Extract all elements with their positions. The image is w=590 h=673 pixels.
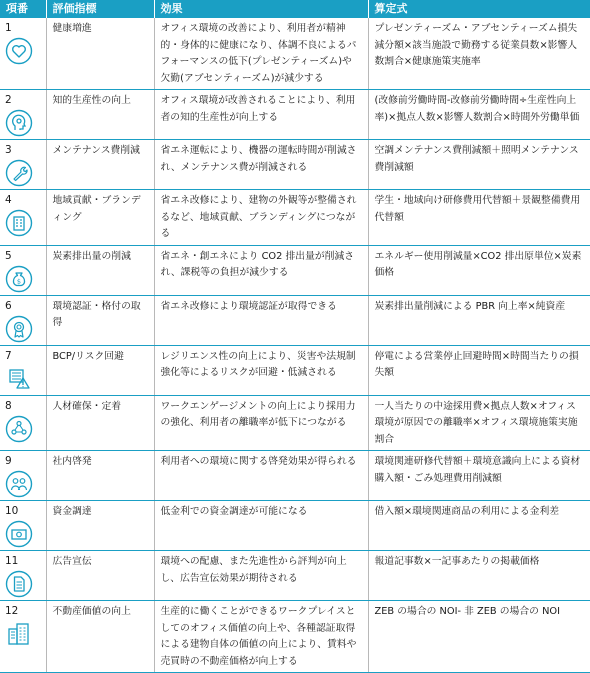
indicator-cell: 炭素排出量の削減 [46, 245, 154, 295]
banknote-icon [5, 520, 33, 548]
row-number: 9 [5, 455, 12, 467]
row-number: 3 [5, 144, 12, 156]
row-number-cell [0, 345, 46, 395]
table-row [0, 18, 590, 90]
formula-cell: ZEB の場合の NOI- 非 ZEB の場合の NOI [368, 601, 590, 673]
row-number: 4 [5, 194, 12, 206]
indicator-cell: 環境認証・格付の取得 [46, 295, 154, 345]
indicator-cell: 社内啓発 [46, 451, 154, 501]
header-formula: 算定式 [368, 0, 590, 18]
table-row [0, 501, 590, 551]
row-number-cell [0, 551, 46, 601]
people-talk-icon [5, 470, 33, 498]
table-row [0, 395, 590, 451]
effect-cell: オフィス環境の改善により、利用者が精神的・身体的に健康になり、体調不良によるパフォーマンスの低下(プレゼンティーズム)や欠勤(アブセンティーズム)が減少する [154, 18, 368, 90]
indicator-cell: 広告宣伝 [46, 551, 154, 601]
building-icon [5, 209, 33, 237]
effect-cell: 省エネ改修により環境認証が取得できる [154, 295, 368, 345]
formula-cell: 停電による営業停止回避時間×時間当たりの損失額 [368, 345, 590, 395]
formula-cell: 一人当たりの中途採用費×拠点人数×オフィス環境が原因での離職率×オフィス環境施策実施割合 [368, 395, 590, 451]
heart-icon [5, 37, 33, 65]
row-number-cell [0, 601, 46, 673]
row-number-cell [0, 190, 46, 246]
row-number: 1 [5, 22, 12, 34]
indicator-cell: BCP/リスク回避 [46, 345, 154, 395]
row-number-cell [0, 18, 46, 90]
svg-text:$: $ [16, 277, 22, 285]
formula-cell: 炭素排出量削減による PBR 向上率×純資産 [368, 295, 590, 345]
award-ribbon-icon [5, 315, 33, 343]
document-icon [5, 570, 33, 598]
indicator-cell: 人材確保・定着 [46, 395, 154, 451]
effect-cell: オフィス環境が改善されることにより、利用者の知的生産性が向上する [154, 90, 368, 140]
effect-cell: レジリエンス性の向上により、災害や法規制強化等によるリスクが回避・低減される [154, 345, 368, 395]
table-row [0, 90, 590, 140]
table-row [0, 245, 590, 295]
row-number: 11 [5, 555, 19, 567]
wrench-icon [5, 159, 33, 187]
row-number-cell [0, 245, 46, 295]
formula-cell: 空調メンテナンス費削減額＋照明メンテナンス費削減額 [368, 140, 590, 190]
row-number-cell [0, 501, 46, 551]
people-network-icon [5, 415, 33, 443]
header-no: 項番 [0, 0, 46, 18]
row-number: 12 [5, 605, 19, 617]
table-row [0, 601, 590, 673]
effect-cell: 省エネ運転により、機器の運転時間が削減され、メンテナンス費が削減される [154, 140, 368, 190]
indicator-cell: 資金調達 [46, 501, 154, 551]
effect-cell: 低金利での資金調達が可能になる [154, 501, 368, 551]
effect-cell: 生産的に働くことができるワークプレイスとしてのオフィス価値の向上や、各種認証取得による建物自体の価値の向上により、賃料や売買時の不動産価格が向上する [154, 601, 368, 673]
header-effect: 効果 [154, 0, 368, 18]
indicator-cell: メンテナンス費削減 [46, 140, 154, 190]
table-row [0, 345, 590, 395]
row-number-cell [0, 90, 46, 140]
table-row [0, 451, 590, 501]
row-number: 8 [5, 399, 12, 412]
effect-cell: 省エネ改修により、建物の外観等が整備されるなど、地域貢献、ブランディングにつながる [154, 190, 368, 246]
indicator-cell: 地域貢献・ブランディング [46, 190, 154, 246]
indicator-cell: 不動産価値の向上 [46, 601, 154, 673]
table-row [0, 295, 590, 345]
row-number-cell [0, 395, 46, 451]
formula-cell: (改修前労働時間-改修前労働時間÷生産性向上率)×拠点人数×影響人数割合×時間外労働単価 [368, 90, 590, 140]
row-number: 5 [5, 249, 12, 262]
buildings-icon [5, 620, 33, 648]
head-gear-icon [5, 109, 33, 137]
formula-cell: エネルギー使用削減量×CO2 排出原単位×炭素価格 [368, 245, 590, 295]
effect-cell: 省エネ・創エネにより CO2 排出量が削減され、課税等の負担が減少する [154, 245, 368, 295]
indicator-cell: 健康増進 [46, 18, 154, 90]
money-bag-icon [5, 265, 33, 293]
row-number-cell [0, 140, 46, 190]
formula-cell: 学生・地域向け研修費用代替額＋景観整備費用代替額 [368, 190, 590, 246]
formula-cell: プレゼンティーズム・アブセンティーズム損失減分額×該当施設で勤務する従業員数×影響人数割合×健康施策実施率 [368, 18, 590, 90]
header-indicator: 評価指標 [46, 0, 154, 18]
effect-cell: 利用者への環境に関する啓発効果が得られる [154, 451, 368, 501]
table-row [0, 140, 590, 190]
row-number-cell [0, 451, 46, 501]
row-number: 6 [5, 299, 12, 312]
formula-cell: 環境関連研修代替額＋環境意識向上による資材購入額・ごみ処理費用削減額 [368, 451, 590, 501]
effect-cell: ワークエンゲージメントの向上により採用力の強化、利用者の離職率が低下につながる [154, 395, 368, 451]
formula-cell: 借入額×環境関連商品の利用による金利差 [368, 501, 590, 551]
formula-cell: 報道記事数×一記事あたりの掲載価格 [368, 551, 590, 601]
effect-cell: 環境への配慮、また先進性から評判が向上し、広告宣伝効果が期待される [154, 551, 368, 601]
row-number: 10 [5, 505, 19, 517]
row-number: 2 [5, 94, 12, 106]
table-row [0, 190, 590, 246]
indicator-cell: 知的生産性の向上 [46, 90, 154, 140]
server-risk-icon [5, 365, 33, 393]
row-number-cell [0, 295, 46, 345]
row-number: 7 [5, 349, 12, 362]
table-row [0, 551, 590, 601]
table-header-row [0, 0, 590, 18]
